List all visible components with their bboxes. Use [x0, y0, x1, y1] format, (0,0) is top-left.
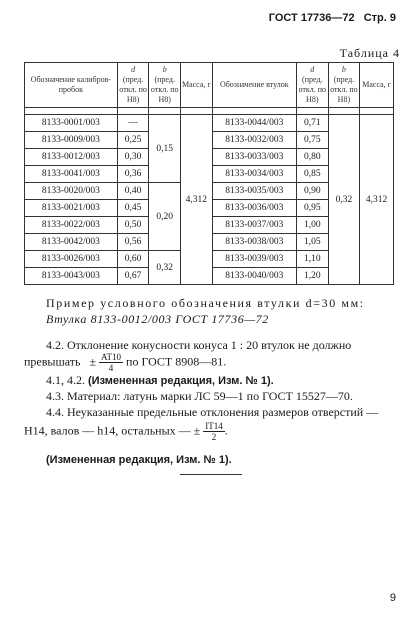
d-cell: 0,80 [296, 149, 328, 166]
spacer-cell [212, 108, 296, 115]
fraction-numerator: IT14 [205, 421, 223, 431]
d-cell: — [117, 115, 149, 132]
mass-cell: 4,312 [181, 115, 213, 285]
spacer-cell [117, 108, 149, 115]
spacer-cell [360, 108, 394, 115]
code-cell: 8133-0035/003 [212, 183, 296, 200]
fraction-denominator: 2 [211, 432, 217, 442]
header-b-right [328, 63, 360, 108]
fraction [99, 352, 123, 373]
divider-line [180, 474, 242, 475]
d-cell: 0,56 [117, 234, 149, 251]
d-cell: 0,45 [117, 200, 149, 217]
amendment-note-ref: 4.1, 4.2. [46, 373, 85, 387]
section-4-4-suffix: . [224, 423, 228, 438]
spacer-cell [25, 108, 118, 115]
d-cell: 1,05 [296, 234, 328, 251]
section-4-2-prefix: превышать [24, 354, 81, 369]
code-cell: 8133-0001/003 [25, 115, 118, 132]
code-cell: 8133-0039/003 [212, 251, 296, 268]
b-symbol: b [341, 65, 346, 74]
mass-cell: 4,312 [360, 115, 394, 285]
example-body: Втулка 8133-0012/003 ГОСТ 17736—72 [46, 312, 269, 326]
code-cell: 8133-0043/003 [25, 268, 118, 285]
plus-minus: ± [89, 354, 97, 369]
fraction-denominator: 4 [108, 363, 114, 373]
d-cell: 0,67 [117, 268, 149, 285]
code-cell: 8133-0040/003 [212, 268, 296, 285]
d-cell: 0,85 [296, 166, 328, 183]
code-cell: 8133-0033/003 [212, 149, 296, 166]
section-4-2-suffix: по ГОСТ 8908—81. [126, 354, 227, 369]
section-4-2-line2 [24, 352, 226, 373]
code-cell: 8133-0021/003 [25, 200, 118, 217]
code-cell: 8133-0037/003 [212, 217, 296, 234]
code-cell: 8133-0020/003 [25, 183, 118, 200]
d-symbol: d [310, 65, 315, 74]
d-cell: 1,10 [296, 251, 328, 268]
code-cell: 8133-0012/003 [25, 149, 118, 166]
b-cell: 0,32 [149, 251, 181, 285]
d-cell: 0,60 [117, 251, 149, 268]
page-label: Стр. 9 [363, 12, 396, 24]
d-note: (пред. откл. по Н8) [119, 75, 147, 104]
code-cell: 8133-0036/003 [212, 200, 296, 217]
code-cell: 8133-0022/003 [25, 217, 118, 234]
header-designation-gauge: Обозначение калибров-пробок [25, 63, 118, 108]
code-cell: 8133-0032/003 [212, 132, 296, 149]
d-cell: 0,30 [117, 149, 149, 166]
b-cell: 0,15 [149, 115, 181, 183]
section-4-3: 4.3. Материал: латунь марки ЛС 59—1 по ГОСТ 15527—70. [46, 389, 353, 403]
d-cell: 0,75 [296, 132, 328, 149]
fraction-numerator: AT10 [101, 352, 122, 362]
d-cell: 1,00 [296, 217, 328, 234]
header-d [117, 63, 149, 108]
spacer-cell [328, 108, 360, 115]
plus-minus: ± [193, 423, 201, 438]
section-4-4-prefix: Н14, валов — h14, остальных — [24, 423, 191, 438]
b-cell: 0,20 [149, 183, 181, 251]
section-4-4-line1: 4.4. Неуказанные предельные отклонения размеров отверстий — [46, 405, 379, 419]
section-4-4-line2 [24, 421, 228, 442]
b-note: (пред. откл. по Н8) [330, 75, 358, 104]
code-cell: 8133-0009/003 [25, 132, 118, 149]
header-mass: Масса, г [181, 63, 213, 108]
d-cell: 1,20 [296, 268, 328, 285]
header-designation-sleeve: Обозначение втулок [212, 63, 296, 108]
d-cell: 0,36 [117, 166, 149, 183]
header-b [149, 63, 181, 108]
code-cell: 8133-0044/003 [212, 115, 296, 132]
d-note: (пред. откл. по Н8) [298, 75, 327, 104]
spacer-cell [181, 108, 213, 115]
spacer-row [25, 108, 394, 115]
section-4-2-line1: 4.2. Отклонение конусности конуса 1 : 20 втулок не должно [46, 338, 352, 352]
amendment-note-2: (Измененная редакция, Изм. № 1). [46, 454, 232, 466]
b-note: (пред. откл. по Н8) [150, 75, 179, 104]
header-mass-right: Масса, г [360, 63, 394, 108]
code-cell: 8133-0042/003 [25, 234, 118, 251]
table-caption: Таблица 4 [339, 46, 400, 60]
table-row [25, 115, 394, 132]
d-cell: 0,50 [117, 217, 149, 234]
example-title: Пример условного обозначения втулки d=30 мм: [46, 296, 365, 310]
spacer-cell [149, 108, 181, 115]
spacer-cell [296, 108, 328, 115]
d-symbol: d [131, 65, 136, 74]
standard-code: ГОСТ 17736—72 [268, 12, 355, 24]
d-cell: 0,40 [117, 183, 149, 200]
d-cell: 0,25 [117, 132, 149, 149]
d-cell: 0,90 [296, 183, 328, 200]
header-d-right [296, 63, 328, 108]
fraction [203, 421, 225, 442]
d-cell: 0,95 [296, 200, 328, 217]
table-header-row [25, 63, 394, 108]
b-symbol: b [162, 65, 167, 74]
designation-example [46, 295, 416, 327]
code-cell: 8133-0026/003 [25, 251, 118, 268]
page-header [263, 12, 396, 24]
amendment-note-1 [46, 373, 274, 388]
b-cell: 0,32 [328, 115, 360, 285]
code-cell: 8133-0034/003 [212, 166, 296, 183]
code-cell: 8133-0038/003 [212, 234, 296, 251]
code-cell: 8133-0041/003 [25, 166, 118, 183]
specification-table [24, 62, 394, 285]
d-cell: 0,71 [296, 115, 328, 132]
page-number: 9 [389, 592, 396, 604]
amendment-note-text: (Измененная редакция, Изм. № 1). [88, 375, 274, 387]
